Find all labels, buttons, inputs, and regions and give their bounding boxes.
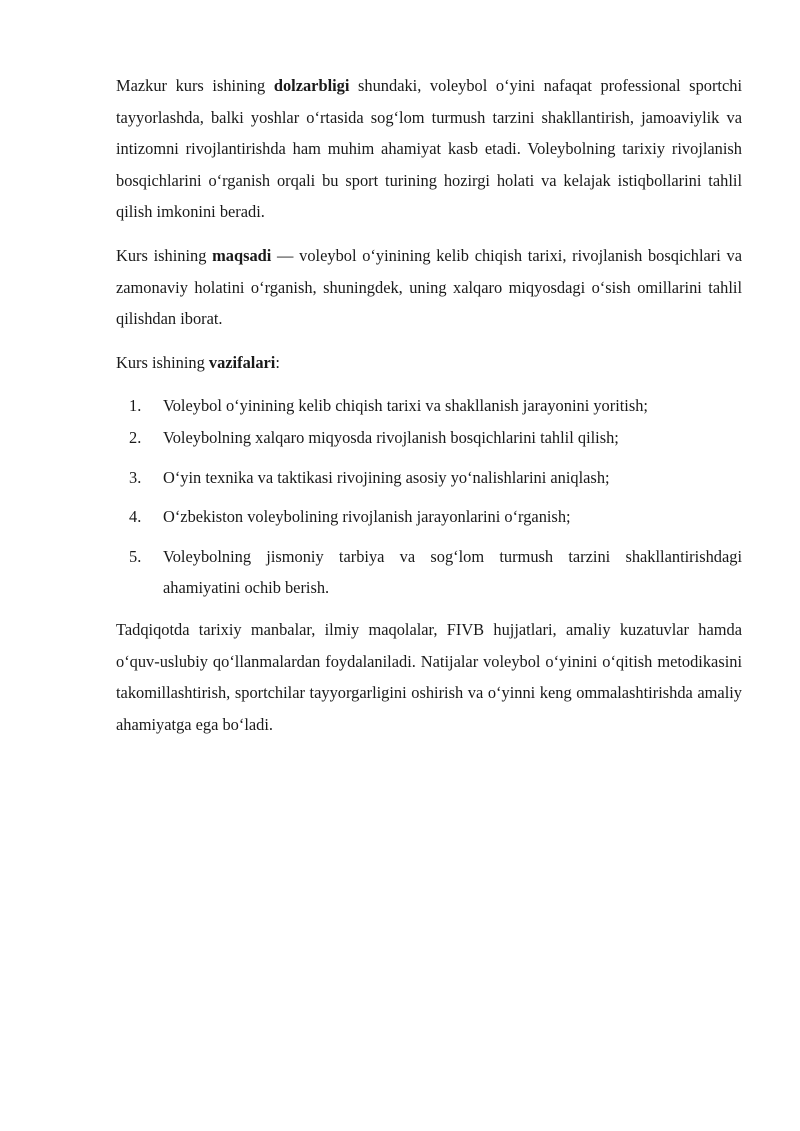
list-item-number: 1. xyxy=(129,396,142,416)
list-item xyxy=(116,390,742,422)
list-item-number: 4. xyxy=(129,507,142,527)
relevance-paragraph xyxy=(116,70,742,228)
tasks-heading xyxy=(116,347,742,379)
list-item xyxy=(116,462,742,494)
list-item-text: O‘zbekiston voleybolining rivojlanish jarayonlarini o‘rganish; xyxy=(163,507,571,527)
list-item-text: O‘yin texnika va taktikasi rivojining asosiy yo‘nalishlarini aniqlash; xyxy=(163,467,610,487)
methods-paragraph: Tadqiqotda tarixiy manbalar, ilmiy maqolalar, FIVB hujjatlari, amaliy kuzatuvlar hamda o‘quv-uslubiy qo‘llanmalardan foydalaniladi. Natijalar voleybol o‘yinini o‘qitish metodikasini takomillashtirish, sportchilar tayyorgarligini oshirish va o‘yinni keng ommalashtirishda amaliy ahamiyatga ega bo‘ladi. xyxy=(116,619,742,734)
list-item xyxy=(116,501,742,533)
list-item-number: 3. xyxy=(129,467,142,487)
document-page xyxy=(116,70,742,752)
goal-keyword: maqsadi xyxy=(212,245,272,265)
relevance-keyword: dolzarbligi xyxy=(273,76,350,95)
relevance-text-after: shundaki, voleybol o‘yini nafaqat professional sportchi tayyorlashda, balki yoshlar o‘rtasida sog‘lom turmush tarzini shakllantirish, jamoaviylik va intizomni rivojlantirishda ham muhim ahamiyat kasb etadi. Voleybolning tarixiy rivojlanish bosqichlarini o‘rganish orqali bu sport turining hozirgi holati va kelajak istiqbollarini tahlil qilish imkonini beradi. xyxy=(116,76,742,222)
list-item xyxy=(116,541,742,604)
list-item-text: Voleybolning jismoniy tarbiya va sog‘lom turmush tarzini shakllantirishdagi ahamiyatini ochib berish. xyxy=(163,546,742,598)
tasks-heading-after: : xyxy=(275,352,280,372)
tasks-list xyxy=(116,390,742,604)
goal-paragraph xyxy=(116,240,742,335)
list-item-text: Voleybolning xalqaro miqyosda rivojlanish bosqichlarini tahlil qilish; xyxy=(163,427,619,447)
list-item-number: 2. xyxy=(129,427,142,447)
list-item xyxy=(116,422,742,454)
goal-text-before: Kurs ishining xyxy=(116,245,213,265)
tasks-keyword: vazifalari xyxy=(208,352,276,372)
list-item-text: Voleybol o‘yinining kelib chiqish tarixi va shakllanish jarayonini yoritish; xyxy=(163,396,648,416)
relevance-text-before: Mazkur kurs ishining xyxy=(116,76,274,95)
goal-text-after: — voleybol o‘yinining kelib chiqish tarixi, rivojlanish bosqichlari va zamonaviy holatini o‘rganish, shuningdek, uning xalqaro miqyosdagi o‘sish omillarini tahlil qilishdan iborat. xyxy=(116,245,743,329)
tasks-heading-before: Kurs ishining xyxy=(116,352,209,372)
list-item-number: 5. xyxy=(129,546,142,566)
